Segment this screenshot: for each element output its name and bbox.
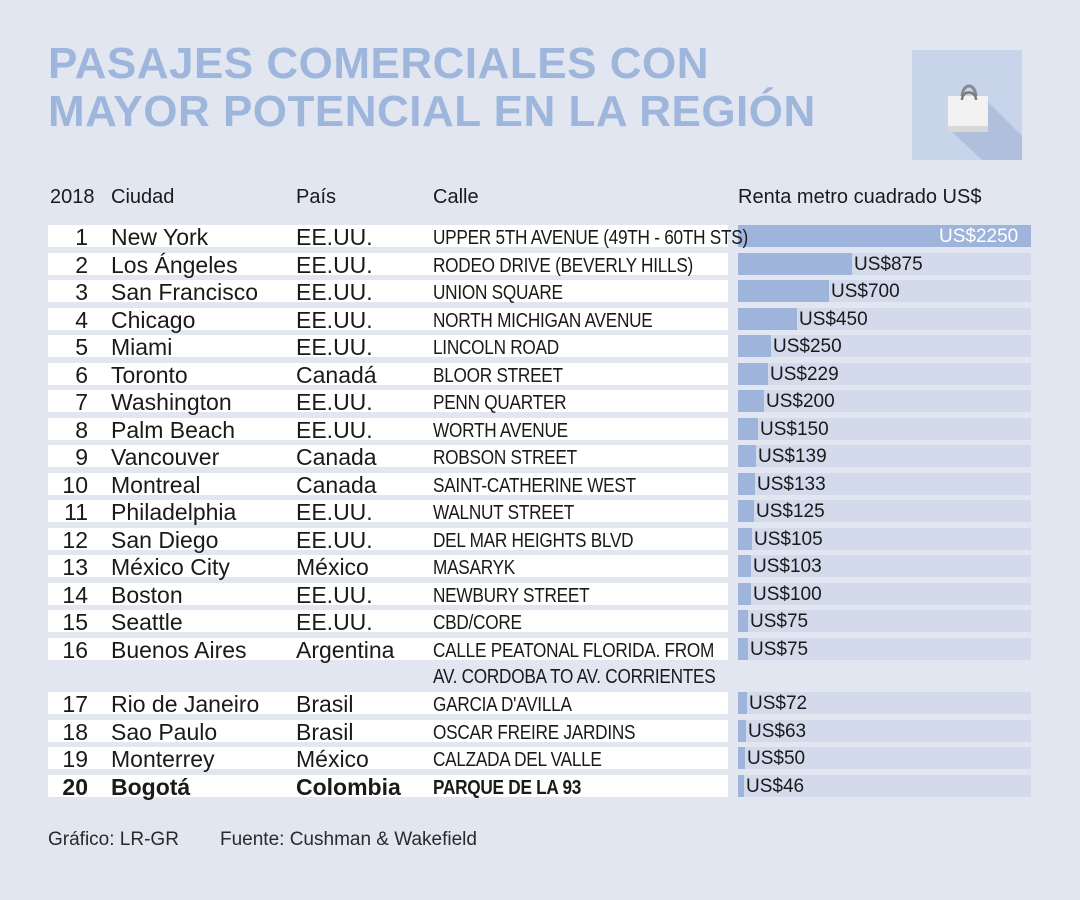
country-cell: Argentina [296, 636, 395, 663]
value-label: US$150 [760, 418, 829, 440]
rent-bar [738, 747, 745, 769]
value-label: US$2250 [939, 226, 1019, 247]
city-cell: Boston [111, 581, 183, 608]
rank-cell: 9 [75, 444, 88, 470]
value-label: US$229 [770, 363, 839, 385]
rent-bar [738, 528, 752, 550]
country-cell: EE.UU. [296, 389, 373, 415]
header-rank: 2018 [50, 186, 95, 208]
rent-bar [738, 445, 756, 467]
city-cell: Miami [111, 334, 173, 360]
value-label: US$72 [749, 693, 808, 714]
rent-bar [738, 418, 758, 440]
value-label: US$63 [748, 720, 807, 742]
street-cell: ROBSON STREET [433, 447, 577, 469]
country-cell: EE.UU. [296, 416, 373, 443]
rank-cell: 1 [75, 224, 88, 250]
value-label: US$46 [746, 775, 805, 797]
rank-cell: 6 [75, 361, 88, 388]
rank-cell: 14 [62, 581, 88, 608]
value-label: US$200 [766, 391, 835, 412]
title-line-2: MAYOR POTENCIAL EN LA REGIÓN [48, 87, 816, 136]
city-cell: México City [111, 554, 230, 580]
rent-bar [738, 610, 748, 632]
rent-bar [738, 308, 797, 330]
rent-bar [738, 280, 829, 302]
city-cell: Vancouver [111, 444, 220, 470]
rent-bar [738, 363, 768, 385]
header-city: Ciudad [111, 186, 175, 208]
value-label: US$50 [747, 748, 806, 769]
city-cell: Los Ángeles [111, 251, 238, 278]
value-label: US$103 [753, 556, 822, 577]
rent-bar [738, 692, 747, 714]
city-cell: Washington [111, 389, 232, 415]
street-cell: WALNUT STREET [433, 502, 574, 524]
title-line-1: PASAJES COMERCIALES CON [48, 39, 709, 88]
rank-cell: 15 [62, 609, 88, 635]
street-cell: RODEO DRIVE (BEVERLY HILLS) [433, 254, 694, 277]
value-label: US$700 [831, 281, 900, 302]
rent-bar [738, 390, 764, 412]
country-cell: Canada [296, 444, 377, 470]
street-cell: UPPER 5TH AVENUE (49TH - 60TH STS) [433, 227, 748, 249]
city-cell: Palm Beach [111, 416, 236, 443]
country-cell: Brasil [296, 718, 354, 745]
rent-bar [738, 555, 751, 577]
city-cell: Toronto [111, 361, 188, 388]
country-cell: Canadá [296, 361, 377, 388]
country-cell: Colombia [296, 773, 401, 800]
city-cell: Chicago [111, 306, 196, 333]
rank-cell: 7 [75, 389, 88, 415]
street-cell: UNION SQUARE [433, 282, 563, 304]
city-cell: San Francisco [111, 279, 259, 305]
country-cell: EE.UU. [296, 609, 373, 635]
city-cell: Philadelphia [111, 499, 237, 525]
rent-bar [738, 253, 852, 275]
rank-cell: 11 [64, 499, 88, 525]
city-cell: San Diego [111, 526, 219, 553]
value-label: US$250 [773, 336, 842, 357]
country-cell: EE.UU. [296, 499, 373, 525]
street-cell: DEL MAR HEIGHTS BLVD [433, 529, 634, 552]
street-cell: CBD/CORE [433, 612, 522, 634]
street-cell: MASARYK [433, 557, 515, 579]
rank-cell: 10 [62, 471, 88, 498]
rank-cell: 16 [62, 636, 88, 663]
rank-cell: 18 [62, 718, 88, 745]
street-cell: CALLE PEATONAL FLORIDA. FROM AV. CORDOBA TO AV. CORRIENTES [433, 639, 716, 688]
rent-bar [738, 720, 746, 742]
rank-cell: 12 [62, 526, 88, 553]
rank-cell: 13 [62, 554, 88, 580]
country-cell: Brasil [296, 691, 354, 717]
value-label: US$100 [753, 583, 822, 605]
street-cell: GARCIA D'AVILLA [433, 694, 572, 716]
rent-bar [738, 335, 771, 357]
rank-cell: 5 [75, 334, 88, 360]
street-cell: BLOOR STREET [433, 364, 563, 387]
rank-cell: 4 [75, 306, 88, 333]
street-cell: LINCOLN ROAD [433, 337, 559, 359]
rank-cell: 19 [62, 746, 88, 772]
country-cell: Canada [296, 471, 377, 498]
rent-bar [738, 638, 748, 660]
rent-bar [738, 500, 754, 522]
country-cell: EE.UU. [296, 306, 373, 333]
footer-graphic: Gráfico: LR-GR [48, 829, 179, 850]
city-cell: Sao Paulo [111, 718, 218, 745]
city-cell: Bogotá [111, 773, 191, 800]
city-cell: Rio de Janeiro [111, 691, 260, 717]
street-cell: NEWBURY STREET [433, 584, 590, 607]
street-cell: PENN QUARTER [433, 392, 567, 414]
rent-bar [738, 583, 751, 605]
value-label: US$875 [854, 253, 923, 275]
country-cell: EE.UU. [296, 581, 373, 608]
street-cell: SAINT-CATHERINE WEST [433, 474, 636, 497]
city-cell: Seattle [111, 609, 183, 635]
header-rent: Renta metro cuadrado US$ [738, 186, 982, 208]
city-cell: Montreal [111, 471, 201, 498]
value-label: US$133 [757, 473, 826, 495]
country-cell: México [296, 746, 369, 772]
street-cell: PARQUE DE LA 93 [433, 776, 582, 799]
rent-bar [738, 473, 755, 495]
chart-title [48, 40, 888, 136]
city-cell: New York [111, 224, 209, 250]
country-cell: México [296, 554, 369, 580]
value-label: US$75 [750, 638, 809, 660]
rent-bar [738, 775, 744, 797]
street-cell: NORTH MICHIGAN AVENUE [433, 309, 653, 332]
header-street: Calle [433, 186, 479, 208]
rank-cell: 20 [62, 773, 88, 800]
footer-source: Fuente: Cushman & Wakefield [220, 829, 477, 850]
country-cell: EE.UU. [296, 526, 373, 553]
rank-cell: 8 [75, 416, 88, 443]
value-label: US$105 [754, 528, 823, 550]
rank-cell: 3 [75, 279, 88, 305]
city-cell: Monterrey [111, 746, 215, 772]
street-cell: OSCAR FREIRE JARDINS [433, 721, 636, 744]
rank-cell: 2 [75, 251, 88, 278]
country-cell: EE.UU. [296, 334, 373, 360]
street-cell: CALZADA DEL VALLE [433, 749, 602, 771]
header-country: País [296, 186, 337, 208]
country-cell: EE.UU. [296, 224, 373, 250]
rank-cell: 17 [62, 691, 88, 717]
country-cell: EE.UU. [296, 251, 373, 278]
country-cell: EE.UU. [296, 279, 373, 305]
shopping-bag-icon [912, 50, 1022, 160]
value-label: US$75 [750, 611, 809, 632]
value-label: US$450 [799, 308, 868, 330]
value-label: US$125 [756, 501, 825, 522]
city-cell: Buenos Aires [111, 636, 247, 663]
value-label: US$139 [758, 446, 827, 467]
street-cell: WORTH AVENUE [433, 419, 568, 442]
